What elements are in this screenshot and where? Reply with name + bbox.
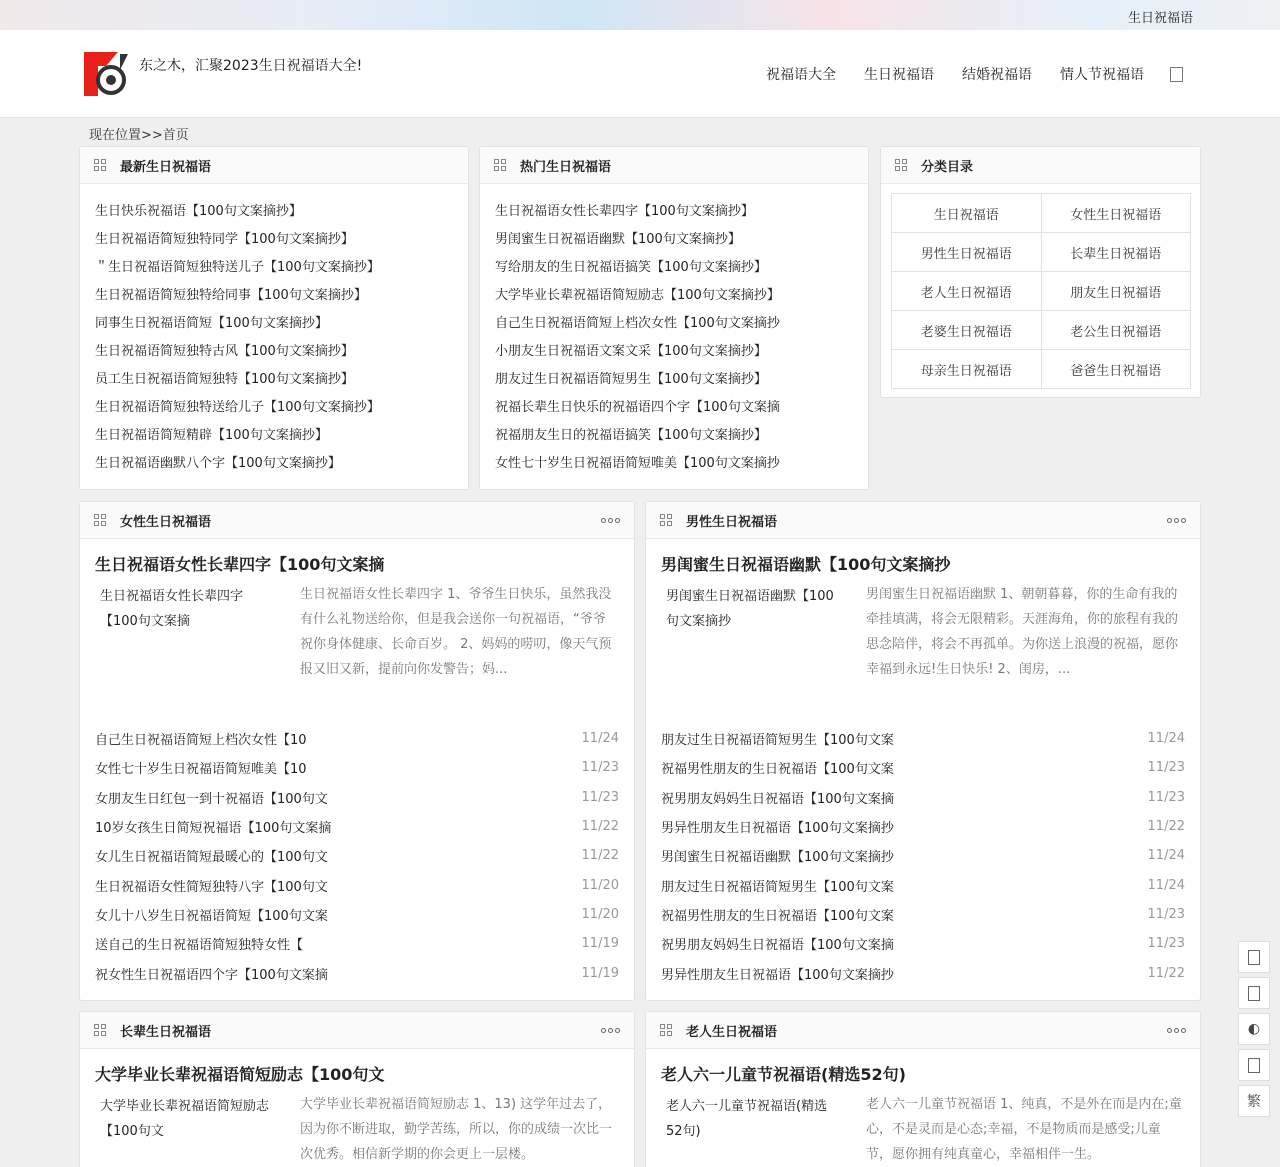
list-item-date: 11/22 xyxy=(1147,819,1185,835)
list-item[interactable] xyxy=(95,958,619,987)
list-item-title[interactable]: 女儿十八岁生日祝福语简短【100句文案 xyxy=(95,908,328,924)
list-item[interactable] xyxy=(661,724,1185,753)
list-item[interactable]: 同事生日祝福语简短【100句文案摘抄】 xyxy=(95,316,328,331)
feature-excerpt: 男闺蜜生日祝福语幽默 1、朝朝暮暮，你的生命有我的牵挂填满，将会无限精彩。天涯海角，你的旅程有我的思念陪伴，将会不再孤单。为你送上浪漫的祝福，愿你幸福到永远!生日快乐! 2、闺房，... xyxy=(866,587,1179,677)
placeholder-icon xyxy=(1248,950,1260,965)
old-panel-header xyxy=(646,1012,1200,1049)
list-item[interactable]: 朋友过生日祝福语简短男生【100句文案摘抄】 xyxy=(495,372,767,387)
side-tool-button[interactable] xyxy=(1238,977,1270,1009)
list-item[interactable] xyxy=(661,929,1185,958)
list-item[interactable] xyxy=(661,870,1185,899)
old-panel xyxy=(645,1011,1201,1167)
hot-panel-header xyxy=(480,147,868,184)
main-nav xyxy=(738,64,1183,84)
male-panel-title: 男性生日祝福语 xyxy=(686,514,778,530)
list-item-date: 11/23 xyxy=(581,760,619,776)
elder-panel xyxy=(79,1011,635,1167)
list-item[interactable]: 生日祝福语简短独特给同事【100句文案摘抄】 xyxy=(95,288,367,303)
list-item-title[interactable]: 男异性朋友生日祝福语【100句文案摘抄 xyxy=(661,821,894,837)
grid-icon xyxy=(895,159,907,171)
traditional-chinese-button[interactable] xyxy=(1238,1085,1270,1117)
nav-item-birthday[interactable]: 生日祝福语 xyxy=(864,67,934,83)
list-item[interactable] xyxy=(661,753,1185,782)
latest-panel-header xyxy=(80,147,468,184)
male-panel-header xyxy=(646,502,1200,539)
list-item[interactable]: 员工生日祝福语简短独特【100句文案摘抄】 xyxy=(95,372,354,387)
top-strip xyxy=(0,0,1280,30)
list-item[interactable]: 小朋友生日祝福语文案文采【100句文案摘抄】 xyxy=(495,344,767,359)
nav-item-valentine[interactable]: 情人节祝福语 xyxy=(1060,67,1144,83)
more-icon[interactable] xyxy=(601,518,620,523)
hot-panel-title: 热门生日祝福语 xyxy=(520,159,612,175)
list-item[interactable]: 男闺蜜生日祝福语幽默【100句文案摘抄】 xyxy=(495,232,741,247)
list-item[interactable]: 生日祝福语简短独特古风【100句文案摘抄】 xyxy=(95,344,354,359)
list-item[interactable] xyxy=(95,724,619,753)
list-item[interactable] xyxy=(661,900,1185,929)
site-logo[interactable] xyxy=(84,50,130,96)
category-panel-header xyxy=(881,147,1200,184)
elder-panel-header xyxy=(80,1012,634,1049)
list-item-date: 11/20 xyxy=(581,877,619,893)
list-item-title[interactable]: 女性七十岁生日祝福语简短唯美【10 xyxy=(95,762,307,778)
latest-panel-title: 最新生日祝福语 xyxy=(120,159,212,175)
list-item[interactable] xyxy=(95,812,619,841)
contrast-icon: ◐ xyxy=(1247,1021,1261,1037)
list-item[interactable] xyxy=(95,900,619,929)
category-link[interactable]: 爸爸生日祝福语 xyxy=(1041,350,1191,389)
side-toolbar xyxy=(1238,941,1270,1121)
hot-panel xyxy=(479,146,869,490)
female-article-list xyxy=(95,724,619,988)
latest-panel xyxy=(79,146,469,490)
list-item-title[interactable]: 女朋友生日红包一到十祝福语【100句文 xyxy=(95,791,328,807)
grid-icon xyxy=(94,159,106,171)
list-item-date: 11/24 xyxy=(1147,731,1185,747)
more-icon[interactable] xyxy=(601,1028,620,1033)
list-item[interactable] xyxy=(95,929,619,958)
feature-thumb-caption[interactable]: 老人六一儿童节祝福语(精选52句) xyxy=(666,1099,828,1139)
list-item-title[interactable]: 祝女性生日祝福语四个字【100句文案摘 xyxy=(95,967,328,983)
traditional-label: 繁 xyxy=(1247,1094,1261,1110)
placeholder-icon xyxy=(1248,1058,1260,1073)
list-item[interactable]: ＂生日祝福语简短独特送儿子【100句文案摘抄】 xyxy=(95,260,380,275)
list-item-title[interactable]: 祝男朋友妈妈生日祝福语【100句文案摘 xyxy=(661,938,894,954)
category-panel-title: 分类目录 xyxy=(921,159,974,175)
feature-excerpt: 大学毕业长辈祝福语简短励志 1、13) 这学年过去了，因为你不断进取，勤学苦练，所以，你的成绩一次比一次优秀。相信新学期的你会更上一层楼。 xyxy=(300,1097,613,1162)
grid-icon xyxy=(94,514,106,526)
more-icon[interactable] xyxy=(1167,518,1186,523)
list-item-date: 11/19 xyxy=(581,965,619,981)
male-panel xyxy=(645,501,1201,1001)
feature-thumb-caption[interactable]: 男闺蜜生日祝福语幽默【100句文案摘抄 xyxy=(666,589,834,629)
category-table xyxy=(891,193,1191,389)
placeholder-icon xyxy=(1248,986,1260,1001)
top-link-birthday[interactable]: 生日祝福语 xyxy=(1127,11,1193,26)
list-item[interactable]: 祝福长辈生日快乐的祝福语四个字【100句文案摘 xyxy=(495,400,780,415)
list-item-title[interactable]: 10岁女孩生日简短祝福语【100句文案摘 xyxy=(95,821,332,837)
female-panel-title: 女性生日祝福语 xyxy=(120,514,212,530)
list-item-date: 11/23 xyxy=(1147,760,1185,776)
list-item-title[interactable]: 朋友过生日祝福语简短男生【100句文案 xyxy=(661,733,894,749)
male-article-list xyxy=(661,724,1185,988)
list-item[interactable]: 生日祝福语简短精辟【100句文案摘抄】 xyxy=(95,428,328,443)
feature-excerpt: 生日祝福语女性长辈四字 1、爷爷生日快乐，虽然我没有什么礼物送给你，但是我会送你一句祝福语，“爷爷祝你身体健康、长命百岁。 2、妈妈的唠叨，像天气预报又旧又新，提前向你发警告；妈... xyxy=(300,587,612,677)
category-panel xyxy=(880,146,1201,398)
grid-icon xyxy=(660,514,672,526)
list-item-date: 11/22 xyxy=(581,819,619,835)
category-link[interactable]: 朋友生日祝福语 xyxy=(1041,272,1191,311)
breadcrumb: 现在位置>>首页 xyxy=(89,128,189,143)
list-item-title[interactable]: 女儿生日祝福语简短最暖心的【100句文 xyxy=(95,850,328,866)
feature-thumb-caption[interactable]: 生日祝福语女性长辈四字【100句文案摘 xyxy=(100,589,244,629)
list-item-date: 11/22 xyxy=(581,848,619,864)
elder-panel-title: 长辈生日祝福语 xyxy=(120,1024,212,1040)
list-item[interactable]: 生日祝福语简短独特同学【100句文案摘抄】 xyxy=(95,232,354,247)
feature-title[interactable]: 大学毕业长辈祝福语简短励志【100句文 xyxy=(95,1065,385,1084)
category-link[interactable]: 男性生日祝福语 xyxy=(892,233,1042,272)
list-item-title[interactable]: 送自己的生日祝福语简短独特女性【 xyxy=(95,938,304,954)
category-link[interactable]: 长辈生日祝福语 xyxy=(1041,233,1191,272)
list-item[interactable] xyxy=(661,783,1185,812)
list-item[interactable]: 祝福朋友生日的祝福语搞笑【100句文案摘抄】 xyxy=(495,428,767,443)
old-panel-title: 老人生日祝福语 xyxy=(686,1024,778,1040)
list-item-title[interactable]: 祝福男性朋友的生日祝福语【100句文案 xyxy=(661,908,894,924)
feature-thumb-caption[interactable]: 大学毕业长辈祝福语简短励志【100句文 xyxy=(100,1099,270,1139)
list-item-title[interactable]: 自己生日祝福语简短上档次女性【10 xyxy=(95,733,307,749)
list-item-date: 11/24 xyxy=(581,731,619,747)
category-link[interactable]: 老人生日祝福语 xyxy=(892,272,1042,311)
female-panel xyxy=(79,501,635,1001)
more-icon[interactable] xyxy=(1167,1028,1186,1033)
list-item[interactable] xyxy=(95,783,619,812)
list-item-date: 11/24 xyxy=(1147,877,1185,893)
list-item-date: 11/23 xyxy=(1147,936,1185,952)
site-slogan: 东之木，汇聚2023生日祝福语大全! xyxy=(139,58,363,74)
list-item-title[interactable]: 祝福男性朋友的生日祝福语【100句文案 xyxy=(661,762,894,778)
list-item-date: 11/23 xyxy=(1147,789,1185,805)
list-item[interactable] xyxy=(661,841,1185,870)
list-item-title[interactable]: 男异性朋友生日祝福语【100句文案摘抄 xyxy=(661,967,894,983)
list-item[interactable]: 写给朋友的生日祝福语搞笑【100句文案摘抄】 xyxy=(495,260,767,275)
menu-icon[interactable] xyxy=(1170,67,1183,82)
list-item-title[interactable]: 祝男朋友妈妈生日祝福语【100句文案摘 xyxy=(661,791,894,807)
grid-icon xyxy=(94,1024,106,1036)
list-item[interactable] xyxy=(95,870,619,899)
feature-title[interactable]: 男闺蜜生日祝福语幽默【100句文案摘抄 xyxy=(661,555,951,574)
list-item[interactable] xyxy=(95,841,619,870)
list-item[interactable]: 生日快乐祝福语【100句文案摘抄】 xyxy=(95,204,302,219)
list-item-date: 11/20 xyxy=(581,906,619,922)
female-panel-header xyxy=(80,502,634,539)
list-item-date: 11/23 xyxy=(581,789,619,805)
side-tool-button[interactable] xyxy=(1238,1049,1270,1081)
side-tool-button[interactable] xyxy=(1238,941,1270,973)
list-item-title[interactable]: 朋友过生日祝福语简短男生【100句文案 xyxy=(661,879,894,895)
list-item-date: 11/23 xyxy=(1147,906,1185,922)
category-link[interactable]: 老公生日祝福语 xyxy=(1041,311,1191,350)
list-item[interactable]: 大学毕业长辈祝福语简短励志【100句文案摘抄】 xyxy=(495,288,780,303)
list-item[interactable] xyxy=(661,958,1185,987)
list-item[interactable]: 生日祝福语女性长辈四字【100句文案摘抄】 xyxy=(495,204,754,219)
category-link[interactable]: 生日祝福语 xyxy=(892,194,1042,233)
grid-icon xyxy=(494,159,506,171)
category-link[interactable]: 母亲生日祝福语 xyxy=(892,350,1042,389)
feature-title[interactable]: 生日祝福语女性长辈四字【100句文案摘 xyxy=(95,555,385,574)
site-header xyxy=(0,30,1280,118)
category-link[interactable]: 老婆生日祝福语 xyxy=(892,311,1042,350)
list-item[interactable] xyxy=(95,753,619,782)
category-link[interactable]: 女性生日祝福语 xyxy=(1041,194,1191,233)
list-item-date: 11/19 xyxy=(581,936,619,952)
list-item-title[interactable]: 生日祝福语女性简短独特八字【100句文 xyxy=(95,879,328,895)
theme-toggle-button[interactable] xyxy=(1238,1013,1270,1045)
list-item[interactable]: 女性七十岁生日祝福语简短唯美【100句文案摘抄 xyxy=(495,456,780,471)
list-item-date: 11/22 xyxy=(1147,965,1185,981)
list-item[interactable]: 生日祝福语幽默八个字【100句文案摘抄】 xyxy=(95,456,341,471)
feature-excerpt: 老人六一儿童节祝福语 1、纯真，不是外在而是内在;童心，不是灵而是心态;幸福，不是物质而是感受;儿童节，愿你拥有纯真童心，幸福相伴一生。 xyxy=(866,1097,1182,1162)
nav-item-wedding[interactable]: 结婚祝福语 xyxy=(962,67,1032,83)
list-item[interactable] xyxy=(661,812,1185,841)
grid-icon xyxy=(660,1024,672,1036)
list-item[interactable]: 自己生日祝福语简短上档次女性【100句文案摘抄 xyxy=(495,316,780,331)
list-item-title[interactable]: 男闺蜜生日祝福语幽默【100句文案摘抄 xyxy=(661,850,894,866)
feature-title[interactable]: 老人六一儿童节祝福语(精选52句) xyxy=(661,1065,906,1084)
nav-item-greetings[interactable]: 祝福语大全 xyxy=(766,67,836,83)
list-item[interactable]: 生日祝福语简短独特送给儿子【100句文案摘抄】 xyxy=(95,400,380,415)
list-item-date: 11/24 xyxy=(1147,848,1185,864)
